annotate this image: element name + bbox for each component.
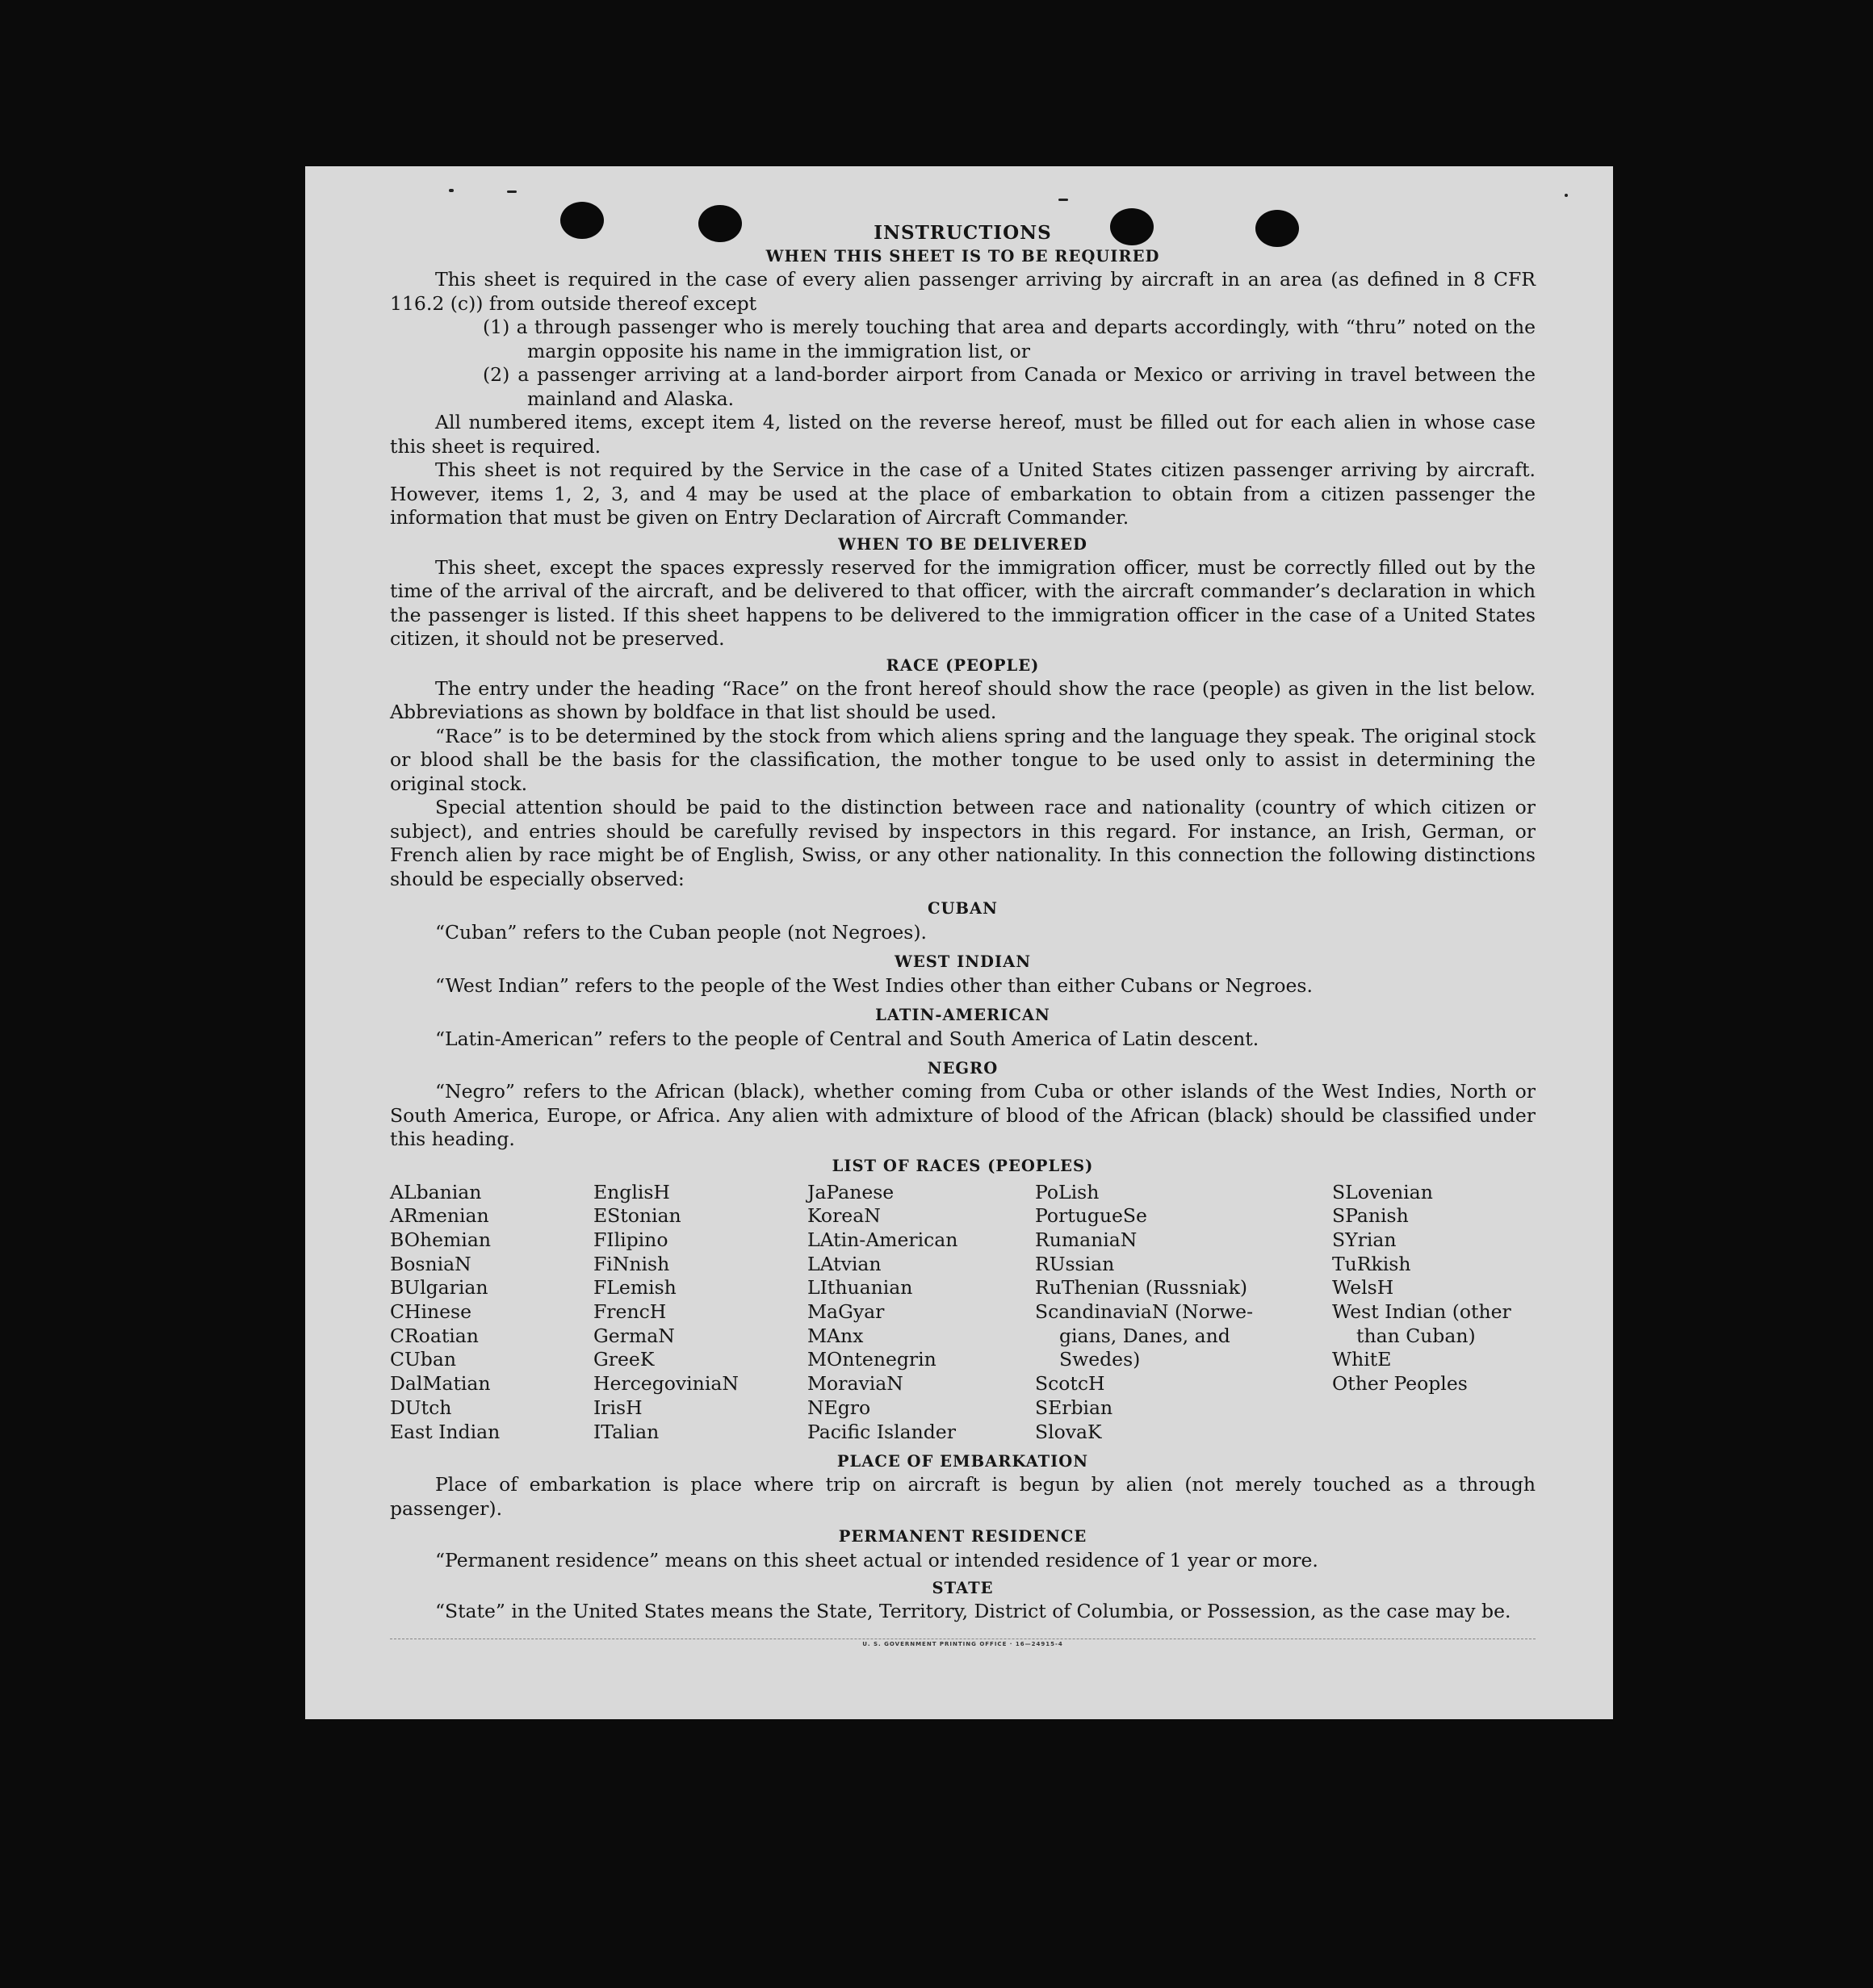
- race-entry: FIlipino: [593, 1228, 668, 1251]
- race-entry: LIthuanian: [807, 1276, 913, 1300]
- race-entry: BOhemian: [390, 1228, 491, 1251]
- race-entry: NEgro: [807, 1396, 871, 1419]
- heading-permanent-residence: PERMANENT RESIDENCE: [838, 1527, 1087, 1546]
- speck: [1058, 199, 1068, 201]
- instruction-sheet: [305, 166, 1613, 1719]
- heading-when-required: WHEN THIS SHEET IS TO BE REQUIRED: [765, 247, 1160, 266]
- race-entry: BosniaN: [390, 1252, 471, 1275]
- race-entry: ARmenian: [390, 1204, 489, 1228]
- race-entry: WhitE: [1332, 1348, 1392, 1371]
- race-entry: MaGyar: [807, 1300, 885, 1324]
- race-entry: GreeK: [593, 1348, 655, 1371]
- embarkation-paragraph: Place of embarkation is place where trip on aircraft is begun by alien (not merely touched as a through passenger).: [390, 1473, 1536, 1520]
- heading-cuban: CUBAN: [928, 899, 998, 918]
- heading-race: RACE (PEOPLE): [886, 655, 1040, 675]
- required-paragraph-2: All numbered items, except item 4, listed on the reverse hereof, must be filled out for each alien in whose case this sheet is required.: [390, 411, 1536, 458]
- residence-paragraph: “Permanent residence” means on this sheet actual or intended residence of 1 year or more.: [435, 1549, 1318, 1572]
- race-entry: Other Peoples: [1332, 1372, 1468, 1396]
- heading-latin-american: LATIN-AMERICAN: [875, 1006, 1050, 1024]
- race-entry: TuRkish: [1332, 1252, 1411, 1275]
- exception-item-1: (1) a through passenger who is merely touching that area and departs accordingly, with “thru” noted on the margin opposite his name in the immigration list, or: [483, 316, 1536, 362]
- race-entry: MoraviaN: [807, 1372, 903, 1396]
- race-paragraph-1: The entry under the heading “Race” on the front hereof should show the race (people) as given in the list below. Abbreviations as shown by boldface in that list should be used.: [390, 676, 1536, 723]
- race-entry: SErbian: [1035, 1396, 1113, 1419]
- delivered-paragraph: This sheet, except the spaces expressly reserved for the immigration officer, must be correctly filled out by the time of the arrival of the aircraft, and be delivered to that officer, with the aircraft commander’s declaration in which the passenger is listed. If this sheet happens to be delivered to the immigration officer in the case of a United States citizen, it should not be preserved.: [390, 555, 1536, 650]
- race-entry: MOntenegrin: [807, 1348, 936, 1371]
- race-entry: DUtch: [390, 1396, 452, 1419]
- race-entry: LAtin-American: [807, 1228, 958, 1251]
- punch-hole-2: [698, 205, 742, 242]
- race-column-4: [1035, 1181, 1332, 1445]
- punch-hole-1: [560, 202, 604, 239]
- race-entry: ALbanian: [390, 1180, 482, 1203]
- race-column-3: [807, 1181, 1035, 1445]
- race-entry: EnglisH: [593, 1180, 670, 1203]
- race-entry: RumaniaN: [1035, 1228, 1138, 1251]
- heading-when-delivered: WHEN TO BE DELIVERED: [838, 534, 1087, 554]
- race-entry: CUban: [390, 1348, 456, 1371]
- heading-west-indian: WEST INDIAN: [894, 952, 1032, 971]
- race-column-5: [1332, 1181, 1536, 1445]
- race-entry: PoLish: [1035, 1180, 1100, 1203]
- race-list: [390, 1181, 1536, 1445]
- race-entry: East Indian: [390, 1420, 501, 1443]
- race-entry: FiNnish: [593, 1252, 670, 1275]
- state-paragraph: “State” in the United States means the State, Territory, District of Columbia, or Possession, as the case may be.: [435, 1600, 1511, 1623]
- required-paragraph-1: This sheet is required in the case of every alien passenger arriving by aircraft in an area (as defined in 8 CFR 116.2 (c)) from outside thereof except: [390, 268, 1536, 315]
- race-entry: RUssian: [1035, 1252, 1115, 1275]
- definition-west-indian: “West Indian” refers to the people of the West Indies other than either Cubans or Negroes.: [435, 974, 1313, 997]
- race-entry: JaPanese: [807, 1180, 895, 1203]
- printing-office-imprint: U. S. GOVERNMENT PRINTING OFFICE · 16—24915-4: [862, 1640, 1063, 1647]
- race-paragraph-2: “Race” is to be determined by the stock from which aliens spring and the language they speak. The original stock or blood shall be the basis for the classification, the mother tongue to be used only to assist in determining the original stock.: [390, 724, 1536, 795]
- definition-negro: “Negro” refers to the African (black), whether coming from Cuba or other islands of the West Indies, North or South America, Europe, or Africa. Any alien with admixture of blood of the African (black) should be classified under this heading.: [390, 1080, 1536, 1150]
- race-entry: PortugueSe: [1035, 1204, 1147, 1228]
- speck: [507, 190, 517, 193]
- race-entry: FLemish: [593, 1276, 677, 1300]
- heading-state: STATE: [932, 1579, 994, 1598]
- race-entry: SPanish: [1332, 1204, 1409, 1228]
- heading-list-of-races: LIST OF RACES (PEOPLES): [832, 1156, 1094, 1175]
- speck: [1565, 194, 1568, 197]
- race-entry: EStonian: [593, 1204, 681, 1228]
- definition-latin-american: “Latin-American” refers to the people of Central and South America of Latin descent.: [435, 1027, 1259, 1050]
- race-entry-continued: Swedes): [1059, 1348, 1141, 1371]
- race-entry: BUlgarian: [390, 1276, 488, 1300]
- race-entry: RuThenian (Russniak): [1035, 1276, 1247, 1300]
- sheet-title: INSTRUCTIONS: [874, 222, 1052, 244]
- race-entry-continued: than Cuban): [1356, 1324, 1476, 1347]
- punch-hole-4: [1255, 210, 1299, 247]
- race-entry: CHinese: [390, 1300, 471, 1324]
- race-entry: KoreaN: [807, 1204, 881, 1228]
- race-entry: GermaN: [593, 1324, 675, 1347]
- race-paragraph-3: Special attention should be paid to the distinction between race and nationality (country of which citizen or subject), and entries should be carefully revised by inspectors in this regard. For instance, an Irish, German, or French alien by race might be of English, Swiss, or any other nationality. In this connection the following distinctions should be especially observed:: [390, 796, 1536, 890]
- race-column-1: [390, 1181, 593, 1445]
- race-entry: ScandinaviaN (Norwe-: [1035, 1300, 1254, 1324]
- race-entry: LAtvian: [807, 1252, 882, 1275]
- heading-negro: NEGRO: [927, 1059, 999, 1078]
- speck: [449, 189, 454, 192]
- exception-item-2: (2) a passenger arriving at a land-border airport from Canada or Mexico or arriving in travel between the mainland and Alaska.: [483, 363, 1536, 410]
- race-entry: MAnx: [807, 1324, 864, 1347]
- race-entry: WelsH: [1332, 1276, 1394, 1300]
- race-entry: ScotcH: [1035, 1372, 1105, 1396]
- race-entry: West Indian (other: [1332, 1300, 1511, 1324]
- race-entry: SLovenian: [1332, 1180, 1433, 1203]
- race-entry: IrisH: [593, 1396, 643, 1419]
- heading-place-of-embarkation: PLACE OF EMBARKATION: [836, 1452, 1089, 1471]
- race-entry: SlovaK: [1035, 1420, 1102, 1443]
- required-paragraph-3: This sheet is not required by the Service in the case of a United States citizen passenger arriving by aircraft. However, items 1, 2, 3, and 4 may be used at the place of embarkation to obtain from a citizen passenger the information that must be given on Entry Declaration of Aircraft Commander.: [390, 458, 1536, 529]
- definition-cuban: “Cuban” refers to the Cuban people (not Negroes).: [435, 921, 928, 944]
- race-column-2: [593, 1181, 807, 1445]
- race-entry: Pacific Islander: [807, 1420, 956, 1443]
- race-entry: ITalian: [593, 1420, 660, 1443]
- race-entry: DalMatian: [390, 1372, 491, 1396]
- punch-hole-3: [1110, 208, 1154, 245]
- race-entry: FrencH: [593, 1300, 667, 1324]
- race-entry: SYrian: [1332, 1228, 1397, 1251]
- race-entry: CRoatian: [390, 1324, 479, 1347]
- race-entry-continued: gians, Danes, and: [1059, 1324, 1230, 1347]
- race-entry: HercegoviniaN: [593, 1372, 739, 1396]
